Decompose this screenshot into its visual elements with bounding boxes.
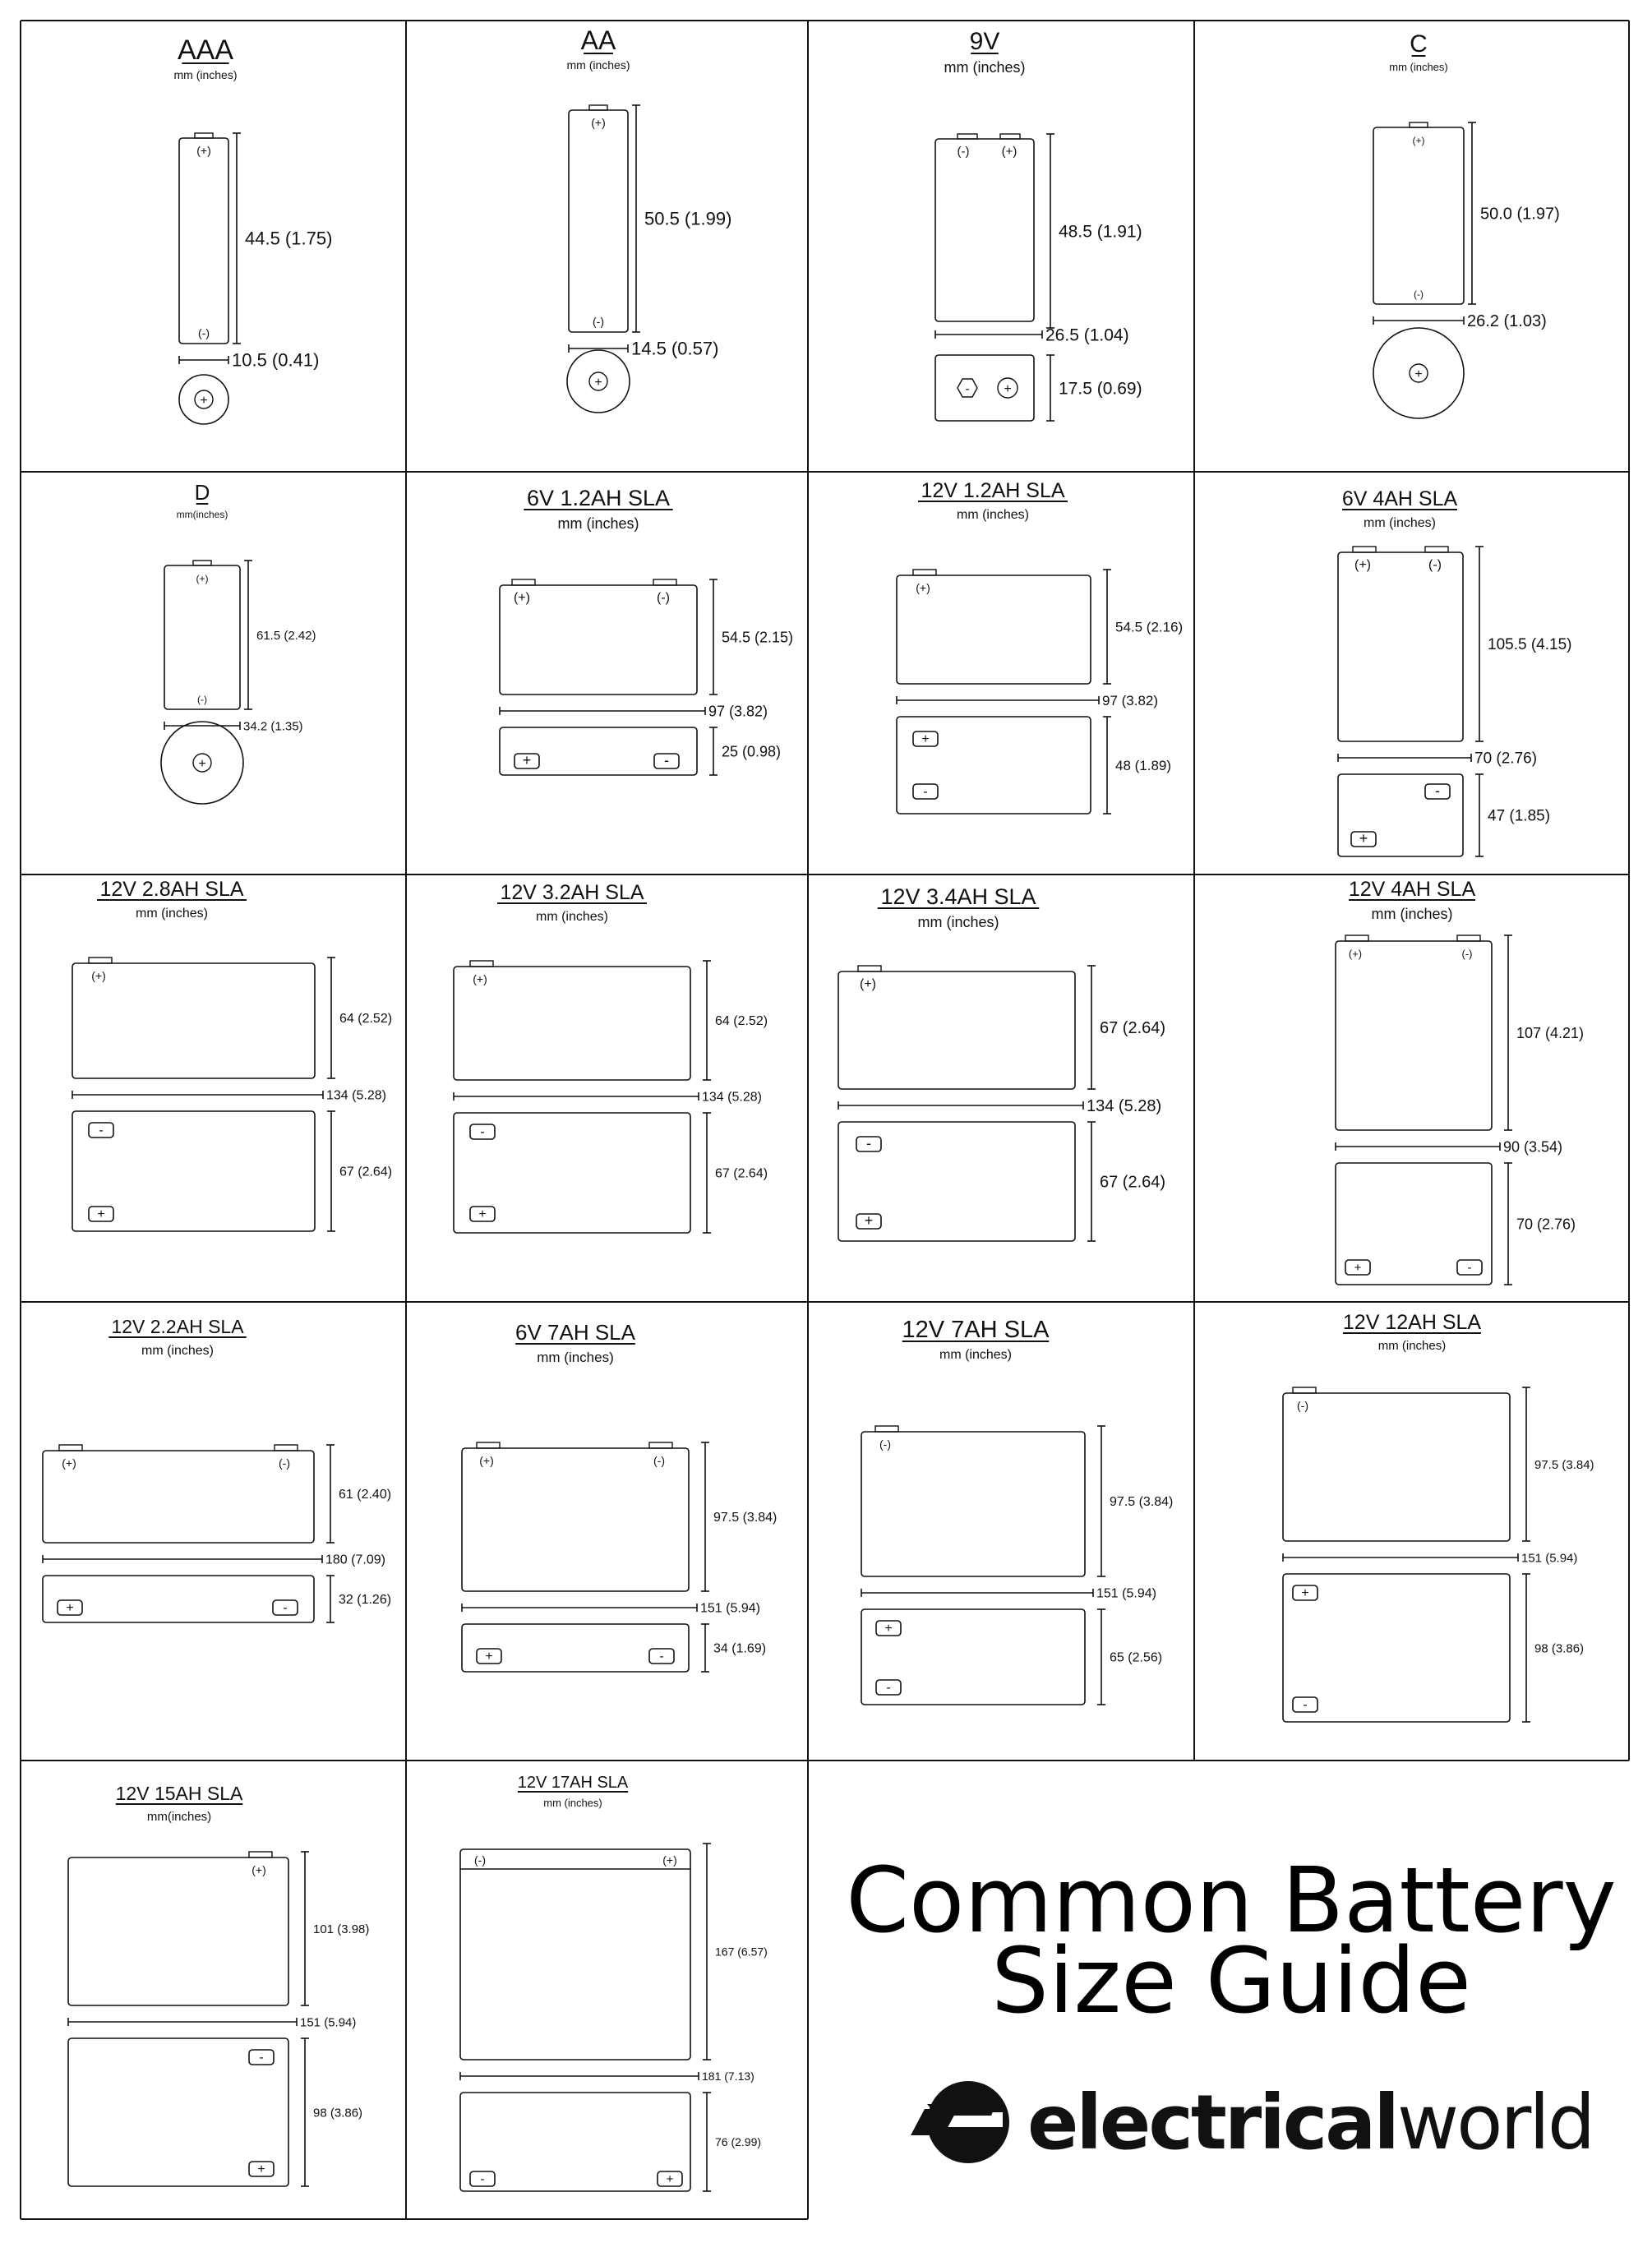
battery-body — [164, 565, 240, 709]
terminal-symbol: + — [884, 1622, 893, 1636]
dimension-label: 32 (1.26) — [339, 1593, 392, 1608]
dimension-label: 64 (2.52) — [339, 1012, 393, 1027]
battery-body — [1336, 941, 1492, 1130]
cell-unit: mm (inches) — [917, 914, 999, 930]
dimension-label: 26.2 (1.03) — [1467, 312, 1547, 330]
battery-cell-12v-12ah — [1283, 1311, 1594, 1722]
cell-title: 12V 2.8AH SLA — [99, 878, 244, 901]
battery-cell-aa — [566, 25, 731, 413]
terminal-label: (+) — [1354, 558, 1371, 572]
terminal-tab — [913, 570, 936, 575]
terminal-tab — [249, 1852, 272, 1857]
dimension-label: 151 (5.94) — [1521, 1551, 1578, 1566]
terminal-label: (+) — [591, 116, 606, 129]
cell-unit: mm (inches) — [1371, 906, 1453, 922]
guide-title-line-2: Size Guide — [991, 1928, 1471, 2033]
terminal-symbol: + — [97, 1207, 105, 1221]
terminal-label: (+) — [62, 1456, 76, 1470]
dimension-label: 50.5 (1.99) — [644, 208, 732, 229]
dimension-label: 180 (7.09) — [325, 1553, 385, 1567]
end-view-plus: + — [1414, 367, 1423, 381]
battery-body — [935, 139, 1034, 321]
battery-cell-12v-17ah — [460, 1774, 768, 2191]
dimension-label: 97.5 (3.84) — [1110, 1495, 1174, 1510]
terminal-tab — [1293, 1387, 1316, 1393]
dimension-label: 44.5 (1.75) — [245, 228, 333, 249]
terminal-tab — [470, 961, 493, 967]
battery-cell-12v-2-2ah — [43, 1316, 391, 1622]
top-view-body — [838, 1122, 1075, 1241]
battery-body — [72, 963, 315, 1078]
battery-cell-d — [161, 480, 316, 804]
cell-title: 12V 1.2AH SLA — [921, 479, 1065, 502]
battery-cell-12v-3-2ah — [454, 881, 768, 1233]
dimension-label: 107 (4.21) — [1516, 1024, 1585, 1041]
lightning-bolt-e-icon — [911, 2081, 1009, 2163]
top-view-body — [72, 1111, 315, 1231]
positive-nub — [195, 133, 213, 138]
battery-cell-12v-15ah — [68, 1783, 369, 2186]
top-view-body — [462, 1624, 689, 1672]
top-view-body — [454, 1113, 690, 1233]
terminal-label: (+) — [860, 977, 876, 991]
dimension-label: 151 (5.94) — [300, 2015, 357, 2030]
cell-unit: mm (inches) — [543, 1797, 602, 1809]
battery-cell-6v-4ah — [1338, 487, 1571, 856]
end-view-plus: + — [594, 376, 602, 390]
terminal-symbol: + — [1004, 382, 1012, 396]
terminal-label: (+) — [916, 581, 930, 594]
cell-title: 6V 1.2AH SLA — [526, 486, 671, 510]
cell-title: D — [194, 480, 210, 505]
top-view-body — [43, 1576, 314, 1622]
terminal-label: (-) — [879, 1437, 891, 1451]
cell-title: 12V 2.2AH SLA — [111, 1316, 244, 1337]
terminal-label: (+) — [662, 1853, 677, 1867]
terminal-label: (+) — [479, 1454, 494, 1467]
brand-logo — [911, 2079, 1593, 2167]
terminal-tab — [477, 1442, 500, 1448]
terminal-symbol: - — [866, 1135, 871, 1151]
dimension-label: 97 (3.82) — [708, 703, 768, 720]
terminal-symbol: + — [921, 732, 930, 746]
terminal-tab — [512, 579, 535, 585]
dimension-label: 98 (3.86) — [313, 2106, 363, 2120]
dimension-label: 64 (2.52) — [715, 1014, 768, 1029]
cell-title: 9V — [969, 28, 1000, 55]
terminal-label: (-) — [653, 1454, 665, 1467]
terminal-label: (-) — [474, 1853, 486, 1867]
terminal-tab — [1457, 935, 1480, 941]
positive-nub — [193, 561, 211, 565]
battery-body — [68, 1857, 288, 2005]
battery-body — [861, 1432, 1085, 1576]
cell-unit: mm (inches) — [557, 515, 639, 532]
terminal-tab — [59, 1445, 82, 1451]
end-view-plus: + — [198, 757, 206, 771]
terminal-symbol: + — [522, 752, 532, 768]
battery-body — [460, 1849, 690, 2060]
dimension-label: 151 (5.94) — [700, 1601, 760, 1616]
guide-title-line-1: Common Battery — [846, 1848, 1617, 1953]
battery-cell-6v-7ah — [462, 1320, 777, 1672]
battery-cell-12v-3-4ah — [838, 884, 1165, 1241]
terminal-label: (-) — [957, 145, 970, 159]
dimension-label: 167 (6.57) — [715, 1945, 768, 1959]
terminal-tab — [858, 966, 881, 971]
cell-title: 12V 12AH SLA — [1342, 1311, 1482, 1334]
dimension-label: 97.5 (3.84) — [713, 1511, 778, 1525]
cell-unit: mm (inches) — [956, 508, 1030, 522]
terminal-symbol: - — [1467, 1261, 1472, 1275]
cell-unit: mm (inches) — [535, 910, 609, 924]
dimension-label: 90 (3.54) — [1503, 1138, 1563, 1156]
cell-title: 12V 17AH SLA — [517, 1774, 629, 1792]
battery-body — [1338, 552, 1463, 741]
terminal-label: (+) — [196, 573, 209, 584]
terminal-tab — [649, 1442, 672, 1448]
dimension-label: 65 (2.56) — [1110, 1650, 1163, 1665]
terminal-tab — [1345, 935, 1368, 941]
battery-body — [43, 1451, 314, 1543]
cell-unit: mm (inches) — [173, 68, 238, 81]
battery-cell-12v-4ah — [1336, 878, 1584, 1285]
terminal-label: (-) — [279, 1456, 290, 1470]
terminal-symbol: - — [99, 1124, 104, 1138]
terminal-nub — [958, 134, 977, 139]
top-view-body — [861, 1609, 1085, 1705]
terminal-symbol: + — [1354, 1261, 1362, 1275]
terminal-nub — [1000, 134, 1020, 139]
terminal-label: (-) — [1461, 948, 1473, 960]
terminal-tab — [875, 1426, 898, 1432]
cell-title: 12V 7AH SLA — [902, 1317, 1050, 1343]
positive-nub — [589, 105, 607, 110]
top-view-body — [68, 2038, 288, 2186]
battery-cell-6v-1-2ah — [500, 486, 793, 775]
dimension-label: 134 (5.28) — [326, 1088, 386, 1103]
cell-unit: mm (inches) — [1377, 1339, 1447, 1353]
dimension-label: 14.5 (0.57) — [631, 338, 719, 359]
cell-title: AAA — [177, 35, 234, 66]
dimension-label: 70 (2.76) — [1474, 750, 1538, 768]
terminal-symbol: - — [480, 1125, 485, 1139]
terminal-symbol: - — [1435, 782, 1440, 799]
terminal-symbol: + — [478, 1207, 487, 1221]
dimension-label: 67 (2.64) — [715, 1166, 768, 1181]
terminal-label: (+) — [91, 969, 106, 982]
dimension-label: 98 (3.86) — [1534, 1641, 1585, 1656]
battery-body — [462, 1448, 689, 1591]
dimension-label: 76 (2.99) — [715, 2134, 762, 2148]
battery-cell-c — [1373, 30, 1560, 418]
cell-title: 12V 4AH SLA — [1348, 878, 1476, 901]
dimension-label: 48.5 (1.91) — [1059, 222, 1142, 242]
dimension-label: 54.5 (2.15) — [722, 629, 794, 646]
cell-unit: mm(inches) — [176, 509, 228, 520]
dimension-label: 101 (3.98) — [313, 1922, 370, 1936]
terminal-tab — [275, 1445, 298, 1451]
terminal-symbol: + — [485, 1650, 493, 1664]
dimension-label: 48 (1.89) — [1115, 757, 1172, 773]
dimension-label: 34 (1.69) — [713, 1641, 767, 1656]
terminal-symbol: - — [923, 785, 928, 799]
terminal-symbol: - — [659, 1650, 664, 1664]
cell-unit: mm (inches) — [135, 907, 209, 921]
terminal-label: (-) — [1297, 1399, 1308, 1412]
terminal-tab — [1425, 547, 1448, 552]
battery-body — [1283, 1393, 1510, 1541]
terminal-label: (+) — [1412, 135, 1425, 146]
terminal-label: (+) — [1001, 145, 1018, 159]
dimension-label: 26.5 (1.04) — [1045, 325, 1129, 345]
cell-title: 12V 3.4AH SLA — [880, 884, 1036, 909]
terminal-label: (+) — [514, 591, 530, 605]
terminal-label: (+) — [251, 1863, 266, 1876]
brand-part-1: electrical — [1027, 2079, 1397, 2167]
battery-body — [179, 138, 228, 344]
terminal-symbol: - — [664, 752, 669, 768]
dimension-label: 67 (2.64) — [1100, 1173, 1166, 1192]
terminal-symbol: - — [886, 1681, 891, 1695]
battery-cell-12v-7ah — [861, 1317, 1173, 1705]
dimension-label: 134 (5.28) — [702, 1090, 762, 1105]
terminal-symbol: - — [965, 382, 970, 396]
dimension-label: 50.0 (1.97) — [1480, 205, 1560, 224]
battery-body — [454, 967, 690, 1080]
dimension-label: 134 (5.28) — [1087, 1097, 1162, 1115]
top-view-body — [935, 355, 1034, 421]
dimension-label: 97.5 (3.84) — [1534, 1457, 1594, 1472]
terminal-tab — [1353, 547, 1376, 552]
terminal-symbol: + — [66, 1601, 74, 1615]
terminal-label: (-) — [657, 591, 670, 605]
brand-wordmark — [1027, 2079, 1593, 2167]
battery-cell-12v-1-2ah — [897, 479, 1183, 814]
cell-unit: mm (inches) — [141, 1344, 215, 1358]
battery-body — [569, 110, 628, 332]
dimension-label: 10.5 (0.41) — [232, 349, 320, 371]
cell-unit: mm (inches) — [1389, 61, 1448, 73]
battery-cell-aaa — [173, 35, 332, 424]
dimension-label: 61.5 (2.42) — [256, 628, 316, 643]
dimension-label: 70 (2.76) — [1516, 1216, 1576, 1233]
battery-body — [1373, 127, 1464, 304]
dimension-label: 105.5 (4.15) — [1488, 636, 1572, 654]
cell-unit: mm (inches) — [1363, 516, 1437, 530]
dimension-label: 151 (5.94) — [1096, 1586, 1156, 1601]
dimension-label: 17.5 (0.69) — [1059, 379, 1142, 399]
dimension-label: 25 (0.98) — [722, 743, 782, 760]
dimension-label: 181 (7.13) — [702, 2069, 754, 2083]
terminal-symbol: + — [1359, 830, 1368, 847]
terminal-symbol: - — [480, 2172, 485, 2186]
dimension-label: 34.2 (1.35) — [243, 719, 303, 734]
dimension-label: 54.5 (2.16) — [1115, 619, 1184, 635]
battery-cell-9v — [935, 28, 1142, 421]
cell-unit: mm (inches) — [537, 1350, 614, 1365]
end-view-plus: + — [200, 394, 208, 408]
dimension-label: 97 (3.82) — [1102, 692, 1159, 708]
cell-title: 12V 15AH SLA — [115, 1783, 243, 1804]
terminal-tab — [89, 958, 112, 963]
dimension-label: 47 (1.85) — [1488, 807, 1551, 825]
terminal-label: (-) — [198, 326, 210, 339]
cell-title: C — [1410, 30, 1428, 58]
battery-cell-12v-2-8ah — [72, 878, 392, 1231]
terminal-label: (+) — [196, 144, 211, 157]
cell-unit: mm (inches) — [566, 58, 630, 72]
terminal-label: (-) — [197, 694, 207, 705]
terminal-symbol: - — [259, 2051, 264, 2065]
terminal-tab — [653, 579, 676, 585]
terminal-symbol: + — [1301, 1586, 1309, 1600]
dimension-label: 67 (2.64) — [339, 1165, 393, 1179]
guide-title — [846, 1848, 1617, 2033]
cell-unit: mm (inches) — [944, 59, 1026, 76]
terminal-symbol: + — [257, 2162, 265, 2176]
positive-nub — [1410, 122, 1428, 127]
dimension-label: 61 (2.40) — [339, 1488, 392, 1502]
terminal-symbol: + — [666, 2172, 674, 2186]
dimension-label: 67 (2.64) — [1100, 1019, 1166, 1037]
brand-part-2: world — [1396, 2079, 1594, 2167]
cell-title: 12V 3.2AH SLA — [500, 881, 644, 904]
terminal-symbol: + — [864, 1212, 874, 1229]
cell-unit: mm (inches) — [939, 1348, 1013, 1362]
cell-unit: mm(inches) — [146, 1810, 212, 1824]
terminal-label: (+) — [1348, 948, 1363, 960]
terminal-label: (-) — [1428, 558, 1442, 572]
terminal-label: (+) — [473, 972, 487, 985]
terminal-symbol: - — [1303, 1698, 1308, 1712]
cell-title: 6V 4AH SLA — [1341, 487, 1458, 510]
terminal-label: (-) — [1414, 288, 1424, 300]
cell-title: 6V 7AH SLA — [515, 1320, 635, 1345]
terminal-label: (-) — [593, 315, 604, 328]
cell-title: AA — [580, 25, 616, 55]
top-view-body — [1338, 774, 1463, 856]
terminal-symbol: - — [283, 1601, 288, 1615]
